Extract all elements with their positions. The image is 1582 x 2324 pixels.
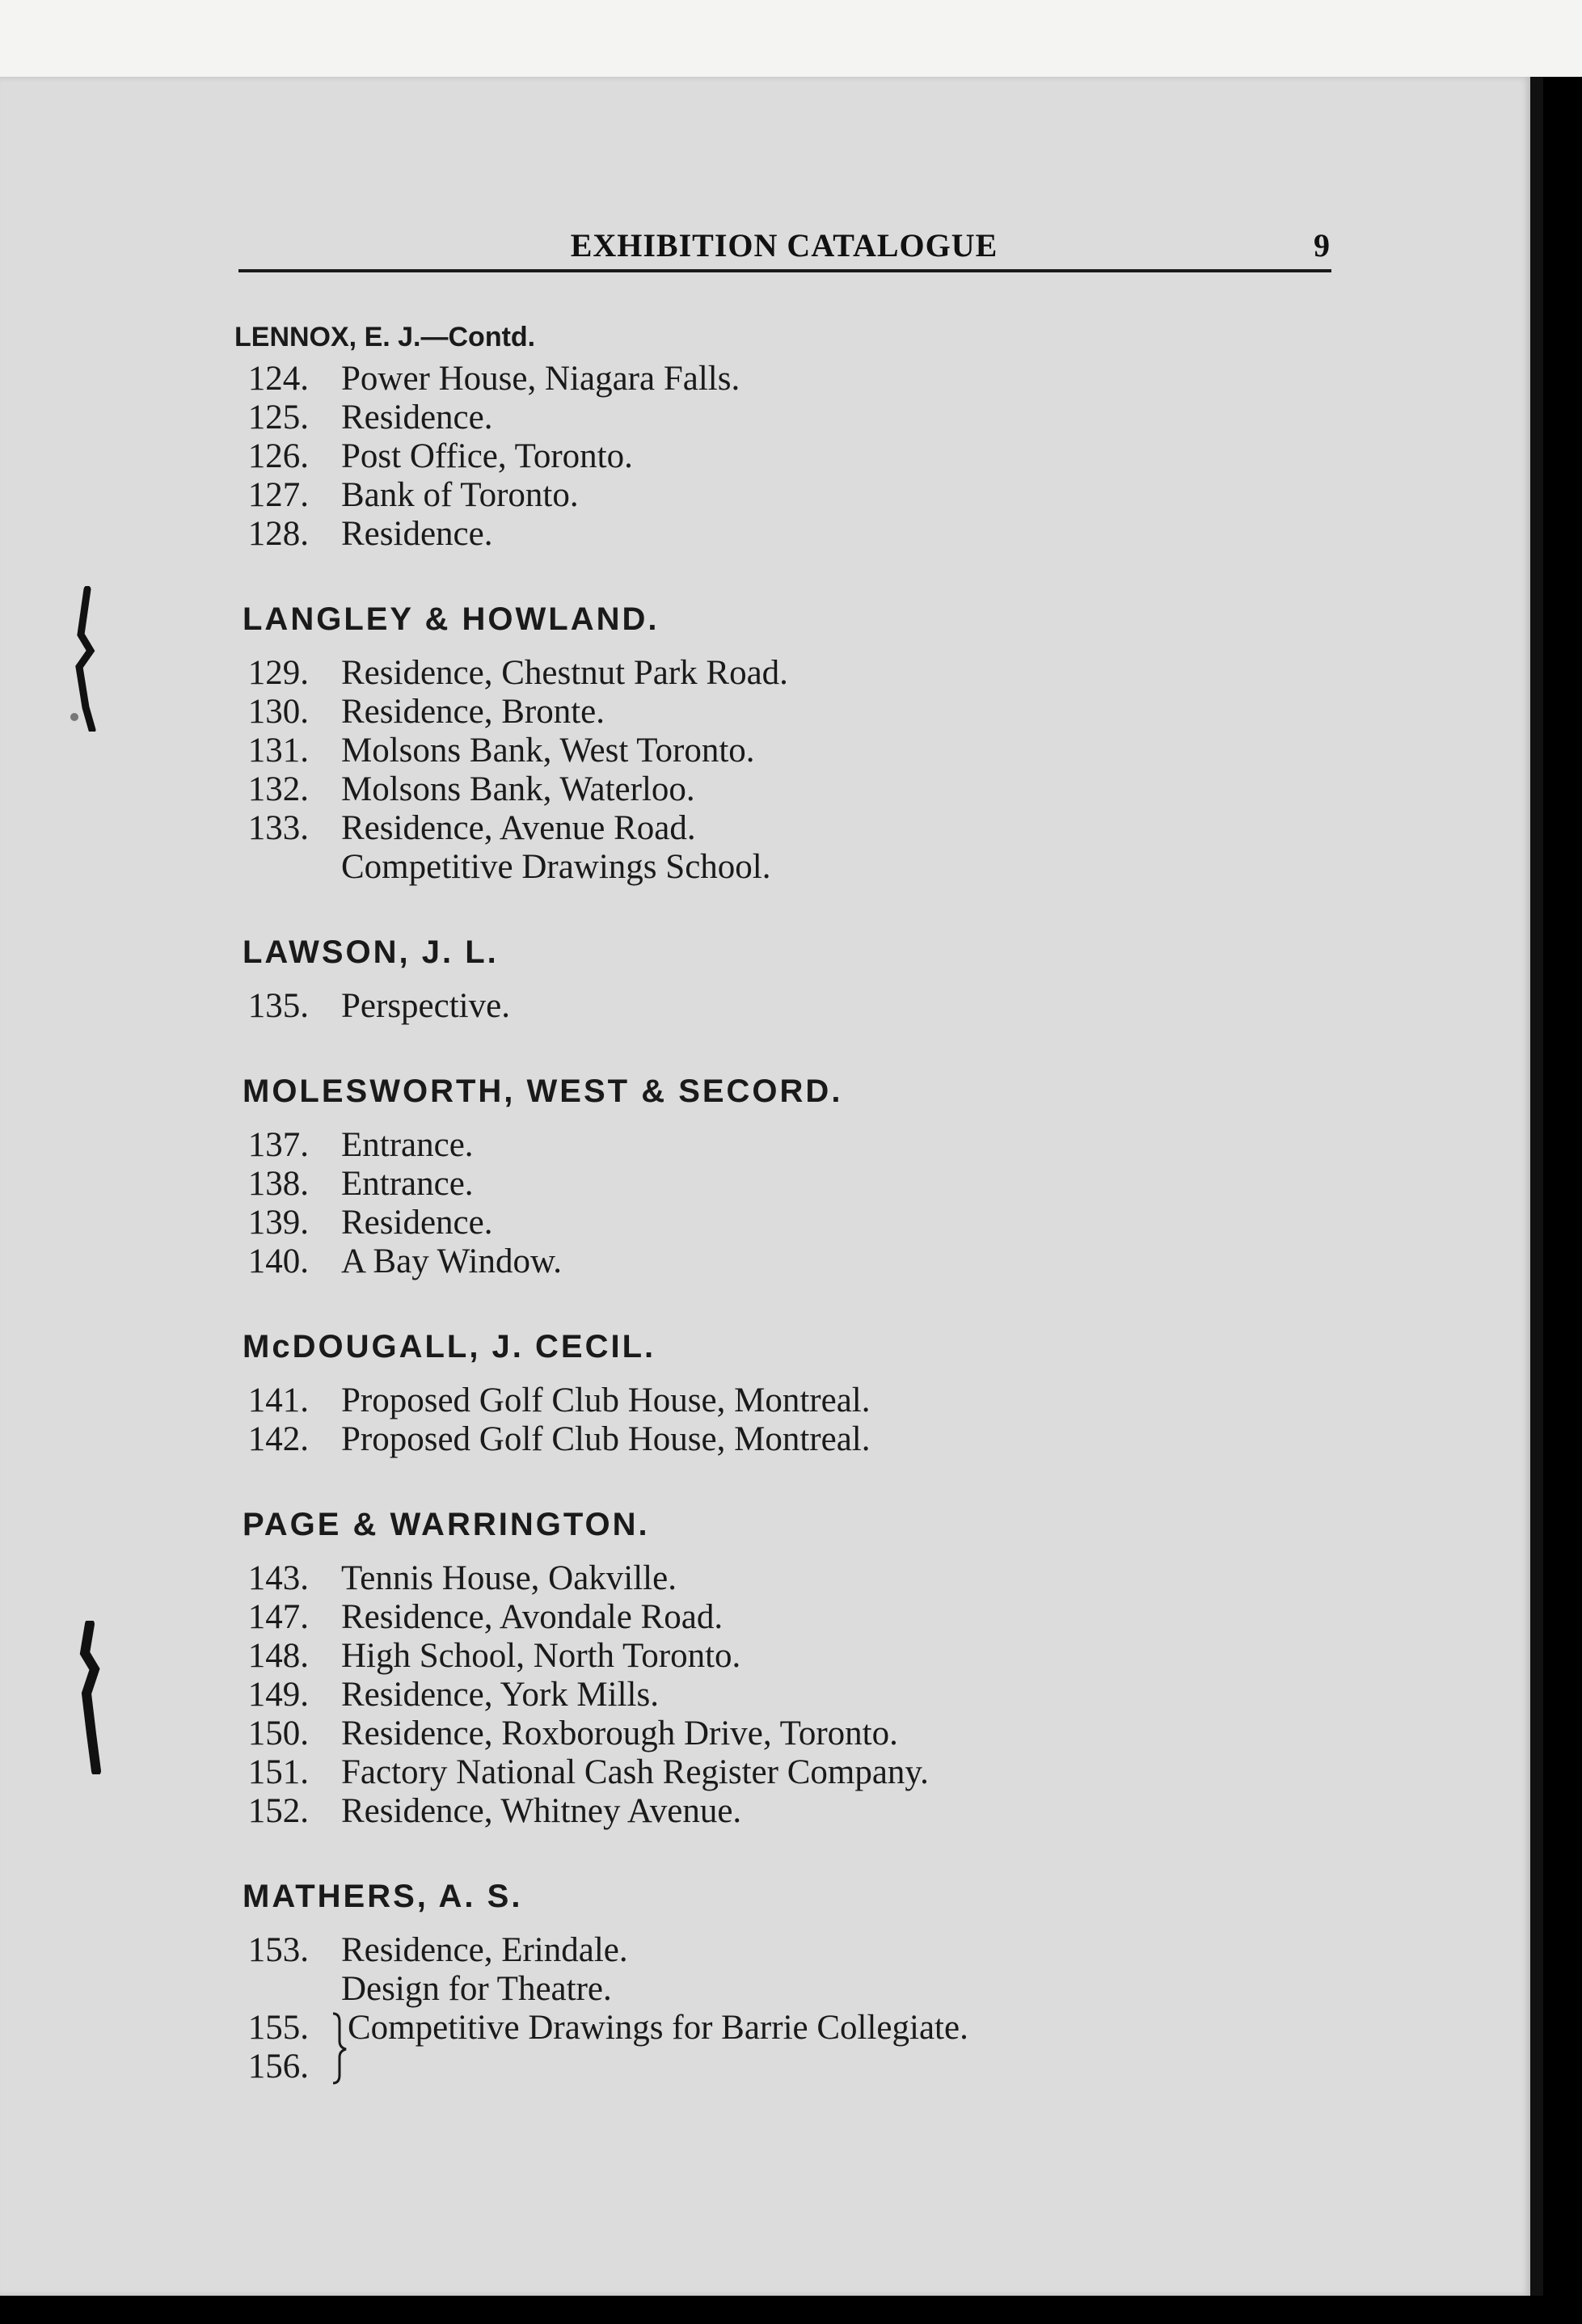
entry-title: Tennis House, Oakville. <box>341 1559 677 1597</box>
entry-title: Residence, Whitney Avenue. <box>341 1792 742 1830</box>
entry-number: 149. <box>247 1676 309 1714</box>
entry-number: 124. <box>247 360 309 398</box>
entry-title: Design for Theatre. <box>341 1970 612 2008</box>
header-rule <box>238 269 1331 272</box>
entry-title: Perspective. <box>341 987 510 1025</box>
entry-number: 135. <box>247 987 309 1025</box>
scan-background <box>0 0 1582 77</box>
entry-title: Residence. <box>341 1204 493 1242</box>
section-heading: McDOUGALL, J. CECIL. <box>243 1329 656 1364</box>
entry-title: Bank of Toronto. <box>341 476 579 514</box>
entry-number: 130. <box>247 693 309 731</box>
entry-number: 147. <box>247 1598 309 1636</box>
entry-title: Competitive Drawings School. <box>341 848 771 886</box>
list-item <box>234 809 1463 848</box>
binding-clip-icon <box>63 586 103 732</box>
entry-number: 148. <box>247 1637 309 1675</box>
entry-number: 150. <box>247 1715 309 1752</box>
list-item <box>234 1242 1463 1281</box>
list-item <box>234 1420 1463 1459</box>
entry-title: Proposed Golf Club House, Montreal. <box>341 1381 871 1419</box>
entry-number: 133. <box>247 809 309 847</box>
page-number: 9 <box>1314 227 1330 264</box>
list-item <box>234 1126 1463 1165</box>
section-langley-howland <box>234 599 1463 887</box>
list-item <box>234 1637 1463 1676</box>
section-lennox <box>234 319 1463 554</box>
entry-number: 126. <box>247 437 309 475</box>
entry-number: 152. <box>247 1792 309 1830</box>
entry-title: Competitive Drawings for Barrie Collegiate. <box>348 2009 968 2047</box>
entry-title: Residence, Erindale. <box>341 1931 628 1969</box>
entry-number: 129. <box>247 654 309 692</box>
entry-number: 137. <box>247 1126 309 1164</box>
entry-number <box>234 1970 309 2009</box>
entry-title: Entrance. <box>341 1126 474 1164</box>
entry-number: 155. <box>247 2009 309 2047</box>
entry-number: 132. <box>247 770 309 808</box>
list-item <box>234 1204 1463 1242</box>
entry-number: 138. <box>247 1165 309 1203</box>
entry-number: 128. <box>247 515 309 553</box>
section-mcdougall <box>234 1326 1463 1459</box>
section-heading: MATHERS, A. S. <box>243 1879 523 1914</box>
list-item <box>234 1970 1463 2009</box>
binding-clip-icon <box>69 1621 109 1774</box>
entry-title: Post Office, Toronto. <box>341 437 633 475</box>
list-item <box>234 770 1463 809</box>
entry-title: Residence, Bronte. <box>341 693 605 731</box>
list-item <box>234 1598 1463 1637</box>
entry-number: 125. <box>247 399 309 437</box>
catalogue-entries <box>234 319 1463 2086</box>
section-heading: PAGE & WARRINGTON. <box>243 1507 650 1542</box>
list-item <box>234 732 1463 770</box>
section-heading: MOLESWORTH, WEST & SECORD. <box>243 1073 843 1109</box>
list-item <box>234 1559 1463 1598</box>
section-heading: LENNOX, E. J.—Contd. <box>234 322 536 352</box>
section-lawson <box>234 932 1463 1026</box>
list-item <box>234 1715 1463 1753</box>
list-item <box>234 693 1463 732</box>
list-item <box>234 654 1463 693</box>
entry-number: 153. <box>247 1931 309 1969</box>
section-heading: LAWSON, J. L. <box>243 934 499 970</box>
entry-title: Residence. <box>341 399 493 437</box>
running-title: EXHIBITION CATALOGUE <box>570 227 998 264</box>
bracketed-entry <box>234 2009 1463 2086</box>
entry-title: High School, North Toronto. <box>341 1637 741 1675</box>
list-item <box>234 476 1463 515</box>
list-item <box>234 848 1463 887</box>
entry-title: Molsons Bank, West Toronto. <box>341 732 755 770</box>
entry-title: A Bay Window. <box>341 1242 562 1280</box>
section-mathers <box>234 1876 1463 2086</box>
list-item <box>234 1381 1463 1420</box>
entry-title: Power House, Niagara Falls. <box>341 360 740 398</box>
entry-number: 131. <box>247 732 309 770</box>
section-heading: LANGLEY & HOWLAND. <box>243 601 660 637</box>
list-item <box>234 1753 1463 1792</box>
entry-title: Residence, Avenue Road. <box>341 809 696 847</box>
list-item <box>234 360 1463 399</box>
section-molesworth <box>234 1071 1463 1281</box>
entry-title: Proposed Golf Club House, Montreal. <box>341 1420 871 1458</box>
entry-number: 151. <box>247 1753 309 1791</box>
entry-number: 139. <box>247 1204 309 1242</box>
entry-title: Residence. <box>341 515 493 553</box>
list-item <box>234 1931 1463 1970</box>
list-item <box>234 1165 1463 1204</box>
entry-title: Residence, York Mills. <box>341 1676 659 1714</box>
entry-title: Residence, Chestnut Park Road. <box>341 654 788 692</box>
entry-title: Entrance. <box>341 1165 474 1203</box>
list-item <box>234 1676 1463 1715</box>
list-item <box>234 515 1463 554</box>
entry-title: Factory National Cash Register Company. <box>341 1753 929 1791</box>
entry-number <box>234 848 309 887</box>
entry-number: 127. <box>247 476 309 514</box>
page-edge <box>1530 77 1543 2296</box>
list-item <box>234 1792 1463 1831</box>
entry-number: 141. <box>247 1381 309 1419</box>
section-page-warrington <box>234 1504 1463 1831</box>
entry-number: 156. <box>247 2048 309 2086</box>
entry-number: 143. <box>247 1559 309 1597</box>
entry-title: Residence, Roxborough Drive, Toronto. <box>341 1715 898 1752</box>
entry-number: 142. <box>247 1420 309 1458</box>
running-head <box>238 226 1330 267</box>
entry-title: Residence, Avondale Road. <box>341 1598 724 1636</box>
list-item <box>234 437 1463 476</box>
brace-icon <box>323 2009 348 2086</box>
list-item <box>234 399 1463 437</box>
entry-title: Molsons Bank, Waterloo. <box>341 770 695 808</box>
bracketed-numbers <box>234 2009 309 2086</box>
list-item <box>234 987 1463 1026</box>
entry-number: 140. <box>247 1242 309 1280</box>
